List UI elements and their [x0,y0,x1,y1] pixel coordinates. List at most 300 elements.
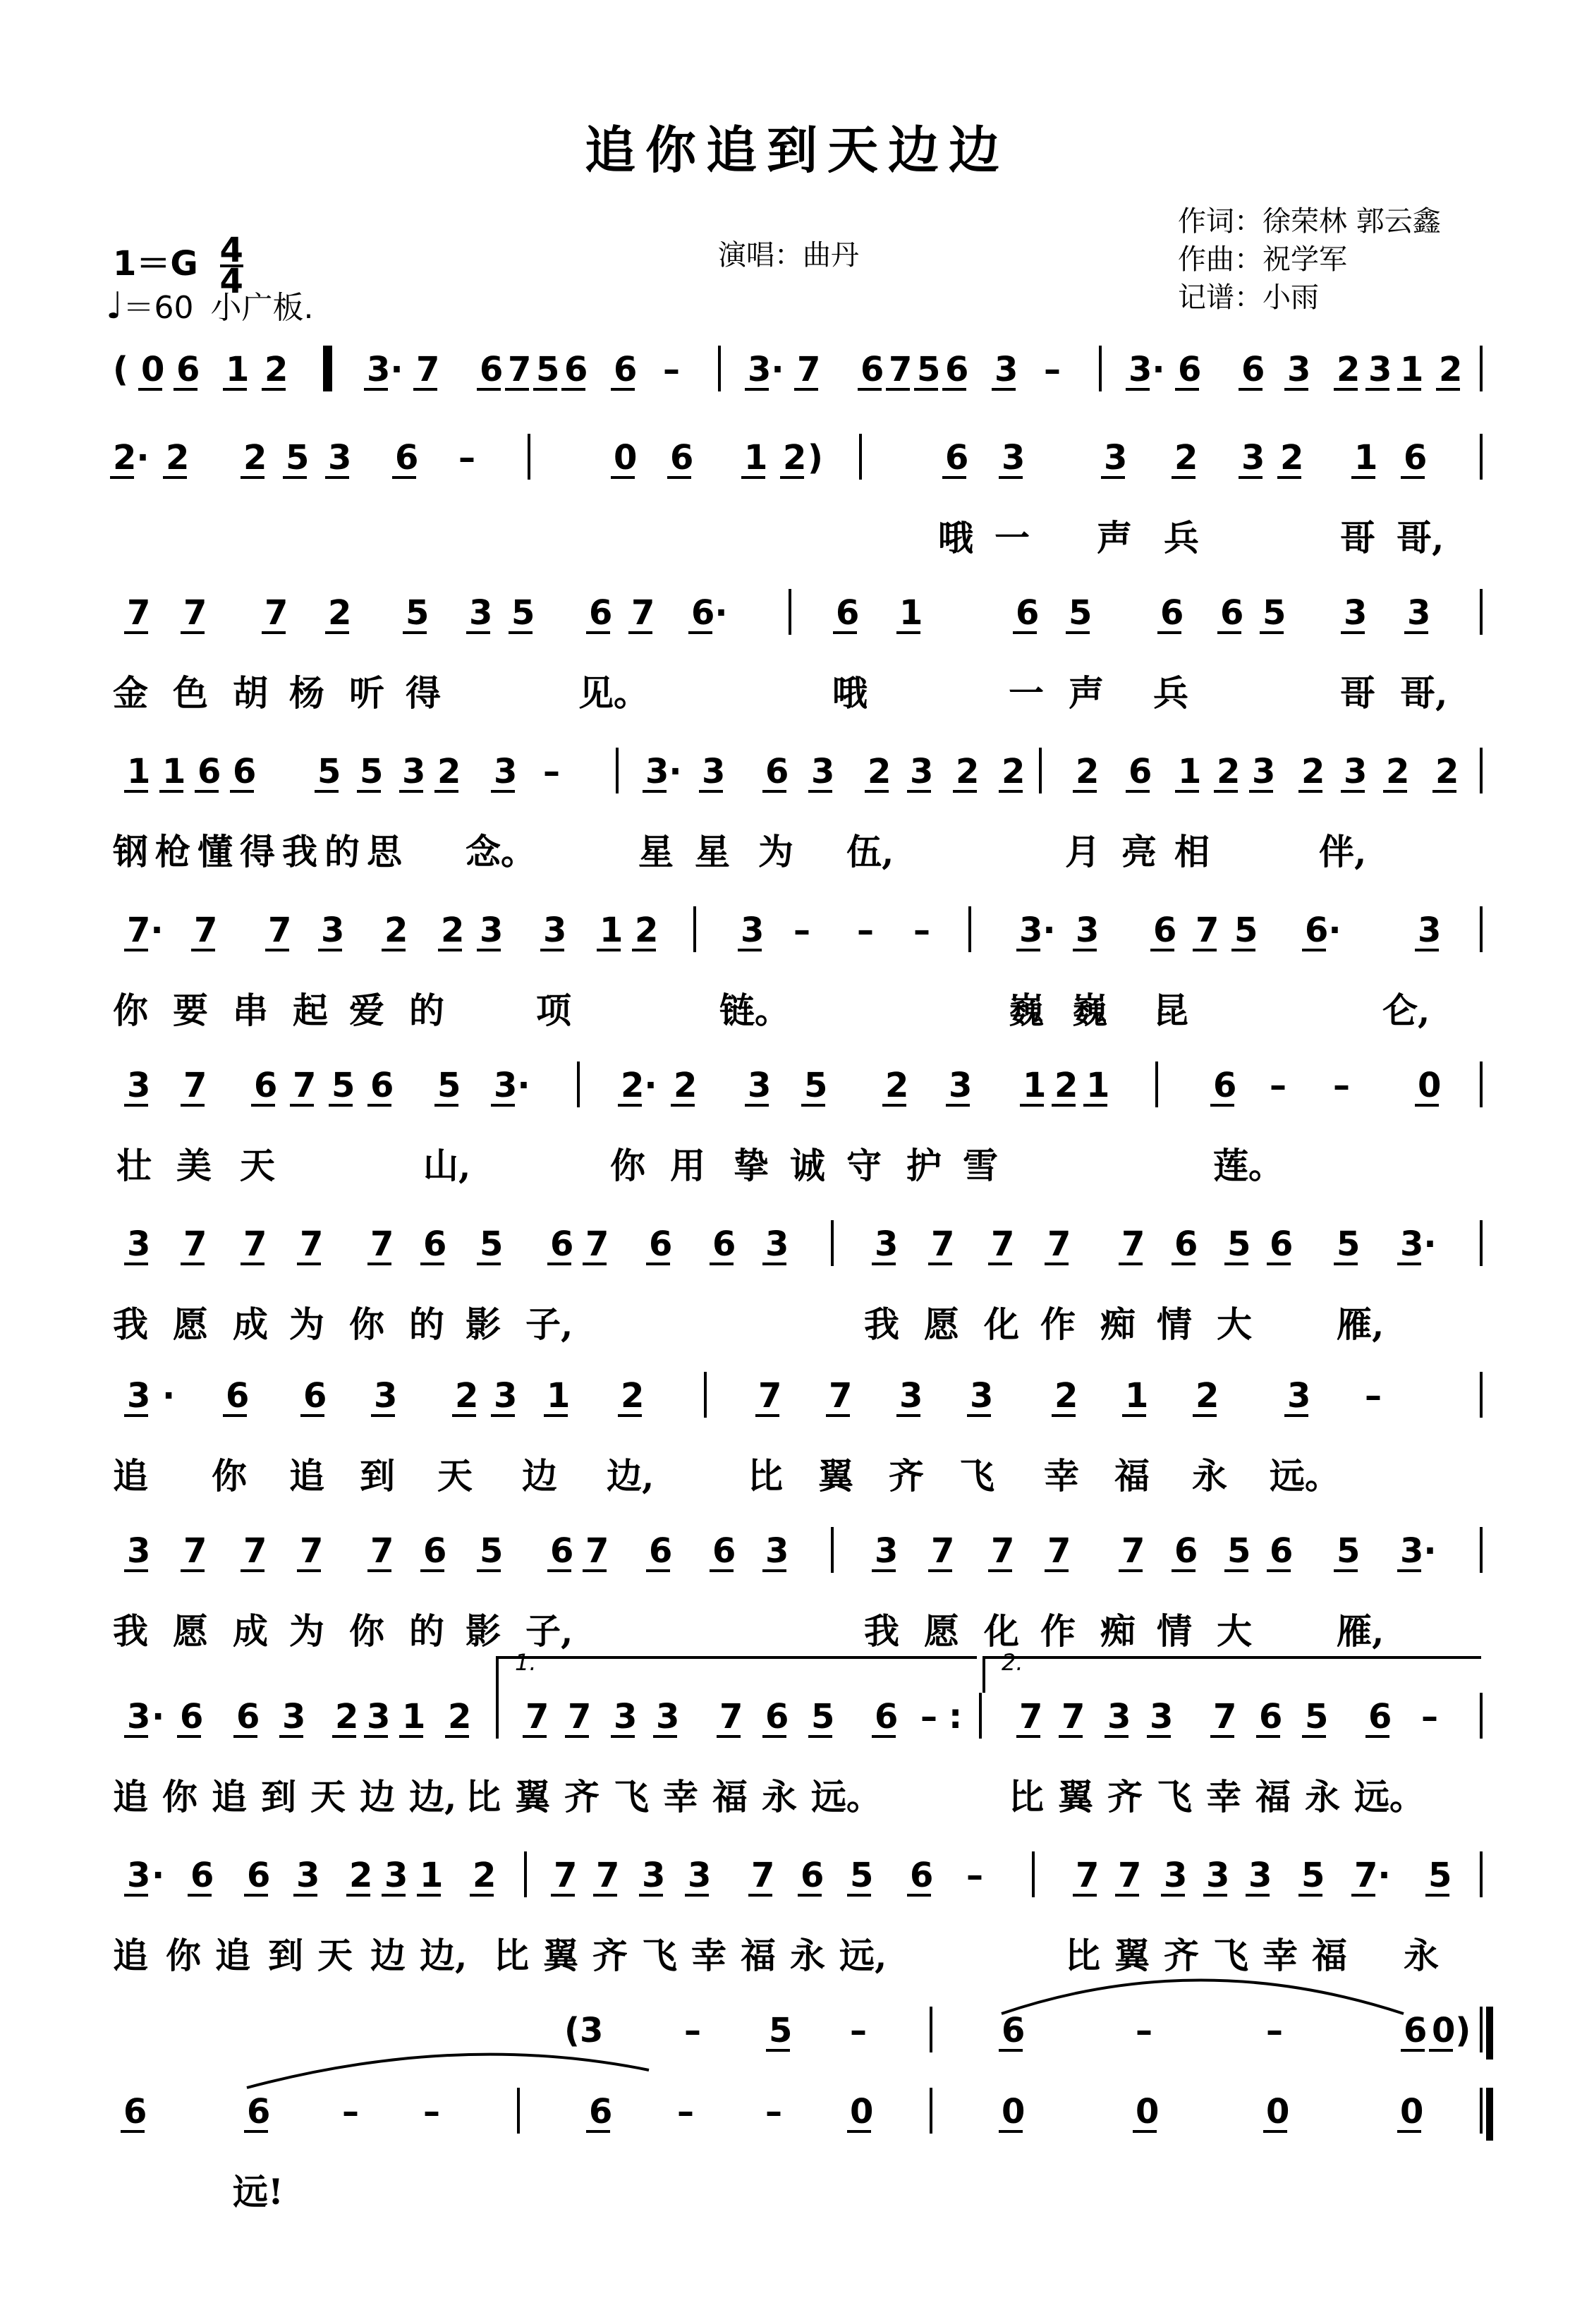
lyric-6-15: 雁, [1337,1303,1385,1345]
lyric-2-9: 声 [1069,672,1104,714]
note-3-0: 1 [127,752,151,791]
note-4-16: 6 [1153,911,1177,950]
note-0-7: 6 [480,350,504,389]
note-2-5: 3 [469,593,493,633]
note-0-13: 3· [748,350,784,389]
lyric-7-1: 你 [212,1455,247,1497]
lyric-7-11: 幸 [1044,1455,1079,1497]
note-4-14: 3· [1019,911,1056,950]
lyric-4-5: 的 [409,990,444,1031]
note-8-7: 6 [550,1531,574,1571]
note-7-17: – [1365,1376,1382,1416]
lyric-7-12: 福 [1114,1455,1150,1497]
note-5-16: 1 [1086,1066,1110,1105]
note-8-1: 7 [183,1531,207,1571]
note-4-13: – [913,911,930,950]
note-10-13: 7 [751,1856,775,1895]
lyric-10-21: 永 [1404,1935,1439,1976]
note-7-9: 7 [758,1376,782,1416]
lyric-10-14: 远, [839,1935,887,1976]
note-1-5: 6 [395,438,419,477]
lyric-1-1: 一 [994,517,1030,559]
lyric-9-0: 追 [113,1776,148,1818]
note-0-11: 6 [614,350,638,389]
note-4-3: 3 [321,911,345,950]
note-7-5: 2 [455,1376,479,1416]
note-12-10: 0 [1266,2092,1290,2131]
lyric-7-4: 天 [437,1455,473,1497]
note-5-13: 3 [949,1066,973,1105]
note-5-4: 5 [331,1066,355,1105]
time-numerator: 4 [219,231,243,270]
note-12-6: – [765,2092,782,2131]
note-8-17: 6 [1174,1531,1198,1571]
lyric-8-0: 我 [113,1610,148,1652]
note-8-3: 7 [300,1531,324,1571]
lyric-10-15: 比 [1065,1935,1100,1976]
final-slur [247,2055,649,2088]
note-3-25: 2 [1386,752,1410,791]
note-3-1: 1 [162,752,186,791]
note-1-10: 2 [783,438,807,477]
note-1-19: 6 [1404,438,1428,477]
lyric-8-12: 痴 [1100,1610,1136,1652]
lyric-4-1: 要 [173,990,208,1031]
lyric-5-5: 用 [670,1145,705,1186]
note-10-16: 6 [910,1856,934,1895]
note-10-24: 7· [1354,1856,1391,1895]
note-0-23: 6 [1241,350,1265,389]
quarter-note-icon: ♩ [106,285,123,327]
note-7-2: 6 [226,1376,250,1416]
note-11-1: – [684,2011,701,2050]
note-0-16: 7 [889,350,913,389]
note-1-4: 3 [328,438,352,477]
note-5-7: 3· [494,1066,530,1105]
note-9-2: 6 [180,1697,204,1736]
note-5-19: – [1333,1066,1350,1105]
note-1-8: 6 [670,438,694,477]
lyric-2-0: 金 [113,672,148,714]
lyric-4-8: 巍 [1009,990,1044,1031]
lyric-5-3: 山, [423,1145,471,1186]
lyric-9-19: 幸 [1206,1776,1241,1818]
note-9-10: 7 [568,1697,592,1736]
lyric-10-1: 你 [166,1935,201,1976]
note-4-15: 3 [1076,911,1100,950]
lyric-8-13: 情 [1157,1610,1192,1652]
note-10-8: 2 [473,1856,497,1895]
lyric-6-11: 作 [1040,1303,1076,1345]
note-0-9: 5 [536,350,560,389]
lyric-1-2: 声 [1097,517,1132,559]
note-1-3: 5 [286,438,310,477]
time-denominator: 4 [219,262,243,301]
note-12-9: 0 [1136,2092,1160,2131]
lyric-6-7: 子, [525,1303,573,1345]
lyric-7-13: 永 [1192,1455,1227,1497]
lyric-8-15: 雁, [1337,1610,1385,1652]
lyric-9-13: 永 [762,1776,797,1818]
song-title: 追你追到天边边 [584,120,1009,180]
note-6-20: 5 [1337,1224,1361,1264]
note-0-4: 2 [264,350,288,389]
note-1-9: 1 [744,438,768,477]
note-5-8: 2· [621,1066,657,1105]
note-3-6: 3 [402,752,426,791]
note-6-0: 3 [127,1224,151,1264]
note-8-13: 7 [931,1531,955,1571]
lyric-5-10: 雪 [963,1145,998,1186]
lyric-6-10: 化 [984,1303,1019,1345]
lyric-3-14: 相 [1174,831,1210,872]
note-9-18: : [949,1697,963,1736]
note-6-10: 6 [712,1224,736,1264]
note-2-7: 6 [589,593,613,633]
note-3-24: 3 [1344,752,1368,791]
note-1-2: 2 [243,438,267,477]
note-4-12: – [857,911,874,950]
note-5-12: 2 [885,1066,909,1105]
note-0-5: 3· [367,350,403,389]
lyric-7-6: 边, [607,1455,655,1497]
note-3-2: 6 [197,752,221,791]
lyric-9-18: 飞 [1157,1776,1192,1818]
lyric-9-2: 追 [212,1776,247,1818]
note-5-1: 7 [183,1066,207,1105]
note-6-19: 6 [1270,1224,1294,1264]
note-7-3: 6 [303,1376,327,1416]
note-9-23: 7 [1213,1697,1237,1736]
lyric-10-3: 到 [268,1935,303,1976]
lyric-10-7: 比 [494,1935,529,1976]
lyric-9-7: 比 [466,1776,501,1818]
lyric-9-3: 到 [261,1776,296,1818]
note-7-4: 3 [374,1376,398,1416]
note-6-8: 7 [585,1224,609,1264]
note-11-5: – [1136,2011,1152,2050]
note-3-18: 2 [1076,752,1100,791]
lyric-9-22: 远。 [1354,1776,1425,1818]
note-2-15: 6 [1220,593,1244,633]
lyric-10-10: 飞 [642,1935,677,1976]
lyric-10-6: 边, [420,1935,468,1976]
lyric-6-9: 愿 [924,1303,959,1345]
performer-credit: 演唱：曲丹 [718,239,859,272]
lyric-9-16: 翼 [1058,1776,1093,1818]
note-8-0: 3 [127,1531,151,1571]
lyric-5-11: 莲。 [1213,1145,1284,1186]
note-4-6: 3 [480,911,504,950]
lyric-10-16: 翼 [1114,1935,1150,1976]
note-10-0: 3 [127,1856,151,1895]
note-9-22: 3 [1150,1697,1174,1736]
lyric-9-6: 边, [409,1776,457,1818]
lyric-5-6: 挚 [734,1145,769,1186]
lyric-1-5: 哥, [1397,517,1444,559]
lyric-3-13: 亮 [1121,831,1157,872]
note-3-14: 2 [868,752,892,791]
lyric-7-14: 远。 [1270,1455,1340,1497]
lyric-10-13: 永 [790,1935,825,1976]
note-6-9: 6 [649,1224,673,1264]
note-0-8: 7 [508,350,532,389]
lyric-8-8: 我 [864,1610,899,1652]
note-7-7: 1 [547,1376,571,1416]
note-0-25: 2 [1337,350,1361,389]
note-4-17: 7 [1196,911,1219,950]
lyric-3-11: 伍, [846,831,894,872]
note-5-17: 6 [1213,1066,1237,1105]
note-2-6: 5 [511,593,535,633]
note-4-5: 2 [441,911,465,950]
lyric-2-5: 得 [406,672,441,714]
note-1-14: 3 [1104,438,1128,477]
note-0-26: 3 [1368,350,1392,389]
note-2-13: 5 [1069,593,1093,633]
note-8-20: 5 [1337,1531,1361,1571]
note-9-9: 7 [525,1697,549,1736]
lyric-9-5: 边 [360,1776,395,1818]
note-6-6: 5 [480,1224,504,1264]
lyric-10-20: 福 [1312,1935,1347,1976]
note-8-6: 5 [480,1531,504,1571]
lyric-8-6: 影 [466,1610,501,1652]
note-12-1: 6 [247,2092,271,2131]
note-10-9: 7 [554,1856,578,1895]
note-10-25: 5 [1428,1856,1452,1895]
note-8-16: 7 [1121,1531,1145,1571]
note-10-21: 3 [1206,1856,1230,1895]
lyric-5-2: 天 [240,1145,275,1186]
note-9-15: 5 [811,1697,835,1736]
lyric-4-7: 链。 [719,990,790,1031]
lyric-3-2: 懂 [197,831,233,872]
note-8-21: 3· [1400,1531,1437,1571]
note-8-14: 7 [991,1531,1015,1571]
note-4-1: 7 [194,911,218,950]
note-11-2: 5 [769,2011,793,2050]
note-1-15: 2 [1174,438,1198,477]
note-4-8: 1 [600,911,623,950]
note-2-10: 6 [836,593,860,633]
lyric-8-5: 的 [409,1610,444,1652]
lyric-10-2: 追 [215,1935,250,1976]
lyric-4-10: 昆 [1153,990,1188,1031]
note-5-3: 7 [293,1066,317,1105]
note-11-8: 0) [1432,2011,1471,2050]
note-9-4: 3 [282,1697,306,1736]
note-10-20: 3 [1164,1856,1188,1895]
lyric-9-9: 齐 [564,1776,600,1818]
note-1-12: 6 [945,438,969,477]
note-5-9: 2 [674,1066,698,1105]
lyric-3-8: 星 [638,831,674,872]
note-4-10: 3 [741,911,765,950]
composer-credit: 作曲：祝学军 [1178,243,1347,276]
lyric-2-3: 杨 [289,672,324,714]
note-3-15: 3 [910,752,934,791]
note-5-20: 0 [1418,1066,1442,1105]
note-10-18: 7 [1076,1856,1100,1895]
note-6-17: 6 [1174,1224,1198,1264]
lyric-5-8: 守 [846,1145,882,1186]
note-12-7: 0 [850,2092,874,2131]
volta-first-label: 1. [515,1649,537,1676]
note-12-8: 0 [1002,2092,1026,2131]
note-3-21: 2 [1217,752,1241,791]
note-7-16: 3 [1287,1376,1311,1416]
note-2-9: 6· [691,593,728,633]
note-0-27: 1 [1400,350,1424,389]
note-9-3: 6 [236,1697,260,1736]
note-12-0: 6 [123,2092,147,2131]
note-1-13: 3 [1002,438,1026,477]
lyric-9-21: 永 [1305,1776,1340,1818]
lyric-2-8: 一 [1009,672,1044,714]
lyric-2-2: 胡 [233,672,268,714]
lyric-8-9: 愿 [924,1610,959,1652]
lyric-10-0: 追 [113,1935,148,1976]
note-9-13: 7 [719,1697,743,1736]
lyric-9-20: 福 [1255,1776,1291,1818]
note-5-10: 3 [748,1066,772,1105]
note-11-7: 6 [1404,2011,1428,2050]
lyric-6-13: 情 [1157,1303,1192,1345]
lyric-3-0: 钢 [113,831,148,872]
note-9-14: 6 [765,1697,789,1736]
note-2-14: 6 [1160,593,1184,633]
note-10-3: 6 [247,1856,271,1895]
lyric-9-4: 天 [310,1776,346,1818]
lyric-6-4: 你 [349,1303,384,1345]
note-9-0: 3 [127,1697,151,1736]
lyric-2-11: 哥 [1340,672,1375,714]
note-9-8: 2 [448,1697,472,1736]
lyric-3-4: 我 [282,831,317,872]
note-10-5: 2 [349,1856,373,1895]
lyric-10-8: 翼 [543,1935,578,1976]
note-9-5: 2 [335,1697,359,1736]
note-3-8: 3 [494,752,518,791]
lyric-8-10: 化 [984,1610,1019,1652]
lyric-8-1: 愿 [173,1610,208,1652]
note-11-4: 6 [1002,2011,1026,2050]
lyric-9-10: 飞 [614,1776,649,1818]
note-4-9: 2 [635,911,659,950]
lyric-5-4: 你 [610,1145,645,1186]
lyric-9-15: 比 [1009,1776,1044,1818]
note-8-9: 6 [649,1531,673,1571]
lyric-5-1: 美 [176,1145,212,1186]
note-4-0: 7· [127,911,164,950]
lyric-8-7: 子, [525,1610,573,1652]
note-2-2: 7 [264,593,288,633]
note-1-16: 3 [1241,438,1265,477]
note-5-6: 5 [437,1066,461,1105]
note-6-21: 3· [1400,1224,1437,1264]
lyric-6-2: 成 [233,1303,268,1345]
note-4-4: 2 [384,911,408,950]
lyric-8-4: 你 [349,1610,384,1652]
lyric-10-9: 齐 [592,1935,628,1976]
note-6-7: 6 [550,1224,574,1264]
note-1-6: – [458,438,475,477]
note-6-15: 7 [1047,1224,1071,1264]
note-2-17: 3 [1344,593,1368,633]
note-12-3: – [423,2092,440,2131]
note-5-2: 6 [254,1066,278,1105]
note-7-10: 7 [829,1376,853,1416]
lyric-2-12: 哥, [1400,672,1448,714]
note-1-1: 2 [166,438,190,477]
lyric-4-9: 巍 [1072,990,1107,1031]
lyric-6-3: 为 [289,1303,324,1345]
accompaniment-slur [1002,1981,1404,2014]
lyric-7-2: 追 [289,1455,324,1497]
note-10-23: 5 [1301,1856,1325,1895]
note-12-2: – [342,2092,359,2131]
note-10-2: 6 [190,1856,214,1895]
note-8-2: 7 [243,1531,267,1571]
note-6-13: 7 [931,1224,955,1264]
lyric-3-12: 月 [1065,831,1100,872]
note-9-25: 5 [1305,1697,1329,1736]
note-9-21: 3 [1107,1697,1131,1736]
lyric-4-6: 项 [536,990,571,1031]
lyric-9-11: 幸 [663,1776,698,1818]
note-10-17: – [966,1856,983,1895]
note-0-21: 3· [1128,350,1165,389]
note-7-8: 2 [621,1376,645,1416]
note-3-13: 3 [811,752,835,791]
note-6-12: 3 [875,1224,899,1264]
lyric-10-4: 天 [317,1935,353,1976]
note-7-0: 3 [127,1376,151,1416]
note-1-11: ) [808,438,823,477]
lyric-2-10: 兵 [1153,672,1188,714]
note-6-1: 7 [183,1224,207,1264]
note-10-19: 7 [1118,1856,1142,1895]
lyric-10-17: 齐 [1164,1935,1199,1976]
note-9-1: · [152,1697,165,1736]
note-1-18: 1 [1354,438,1378,477]
note-2-11: 1 [899,593,923,633]
lyric-3-1: 枪 [155,831,190,872]
lyric-10-5: 边 [370,1935,406,1976]
note-2-0: 7 [127,593,151,633]
lyric-7-3: 到 [360,1455,395,1497]
note-0-18: 6 [945,350,969,389]
note-3-11: 3 [702,752,726,791]
lyric-3-10: 为 [758,831,793,872]
lyric-4-11: 仑, [1382,990,1430,1031]
lyric-6-0: 我 [113,1303,148,1345]
lyric-3-3: 得 [240,831,275,872]
lyric-9-17: 齐 [1107,1776,1143,1818]
note-0-19: 3 [994,350,1018,389]
note-10-15: 5 [850,1856,874,1895]
note-0-15: 6 [860,350,884,389]
note-2-16: 5 [1263,593,1286,633]
note-3-20: 1 [1178,752,1202,791]
lyric-7-7: 比 [748,1455,783,1497]
lyric-6-5: 的 [409,1303,444,1345]
note-9-11: 3 [614,1697,638,1736]
note-8-15: 7 [1047,1531,1071,1571]
note-3-3: 6 [233,752,257,791]
note-5-15: 2 [1054,1066,1078,1105]
